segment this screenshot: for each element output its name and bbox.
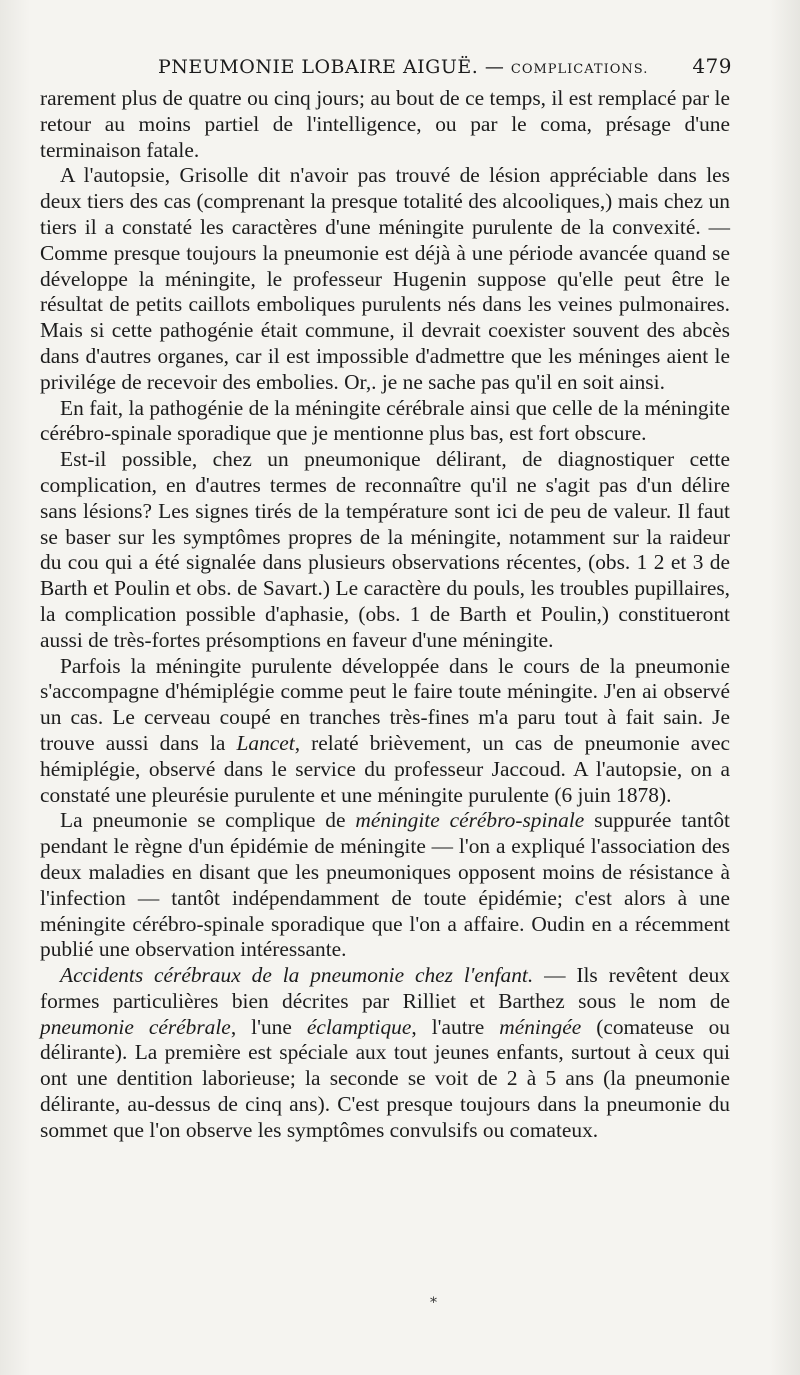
paragraph-7-text-d: (comateuse ou délirante). La première est spéciale aux tout jeunes enfants, surtout à ceux qui ont une dentition laborieuse; la seconde se voit de 2 à 5 ans (la pneumonie délirante, au-dessus de cinq ans). C'est presque toujours dans la pneumonie du sommet que l'on observe les symptômes convulsifs ou comateux.: [40, 1014, 731, 1142]
paragraph-6-text-a: La pneumonie se complique de: [60, 808, 356, 833]
chapter-title: PNEUMONIE LOBAIRE AIGUË. —: [158, 56, 511, 78]
paragraph-7: [40, 963, 730, 1144]
paragraph-4: Est-il possible, chez un pneumonique délirant, de diagnostiquer cette complication, en d'autres termes de reconnaître qu'il ne s'agit pas d'un délire sans lésions? Les signes tirés de la température sont ici de peu de valeur. Il faut se baser sur les symptômes propres de la méningite, notamment sur la raideur du cou qui a été signalée dans plusieurs observations récentes, (obs. 1 2 et 3 de Barth et Poulin et obs. de Savart.) Le caractère du pouls, les troubles pupillaires, la complication possible d'aphasie, (obs. 1 de Barth et Poulin,) constitueront aussi de très-fortes présomptions en faveur d'une méningite.: [40, 447, 730, 652]
signature-mark: *: [430, 1295, 437, 1311]
paragraph-1: rarement plus de quatre ou cinq jours; au bout de ce temps, il est remplacé par le retour au moins partiel de l'intelligence, ou par le coma, présage d'une terminaison fatale.: [40, 86, 730, 162]
term-eclamptique: éclamptique: [306, 1014, 412, 1039]
paragraph-5-text-b: , relaté brièvement, un cas de pneumonie avec hémiplégie, observé dans le service du professeur Jaccoud. A l'autopsie, on a constaté une pleurésie purulente et une méningite purulente (6 juin 1878).: [40, 730, 730, 807]
running-head-title: [158, 56, 648, 78]
paragraph-2: A l'autopsie, Grisolle dit n'avoir pas trouvé de lésion appréciable dans les deux tiers des cas (comprenant la presque totalité des alcooliques,) mais chez un tiers il a constaté les caractères d'une méningite purulente de la convexité. — Comme presque toujours la pneumonie est déjà à une période avancée quand se développe la méningite, le professeur Hugenin suppose qu'elle peut être le résultat de petits caillots emboliques purulents nés dans les veines pulmonaires. Mais si cette pathogénie était commune, il devrait coexister souvent des abcès dans d'autres organes, car il est impossible d'admettre que les méninges aient le privilége de recevoir des embolies. Or,. je ne sache pas qu'il en soit ainsi.: [40, 163, 730, 394]
paragraph-7-text-c: , l'autre: [411, 1014, 500, 1039]
running-head: [40, 48, 732, 80]
paragraph-6-text-b: suppurée tantôt pendant le règne d'un épidémie de méningite — l'on a expliqué l'association des deux maladies en disant que les pneumoniques opposent moins de résistance à l'infection — tantôt indépendamment de toute épidémie; c'est alors à une méningite cérébro-spinale sporadique que l'on a affaire. Oudin en a récemment publié une observation intéressante.: [40, 808, 730, 962]
paragraph-6: [40, 808, 730, 963]
paragraph-5-text-a: Parfois la méningite purulente développée dans le cours de la pneumonie s'accompagne d'hémiplégie comme peut le faire toute méningite. J'en ai observé un cas. Le cerveau coupé en tranches très-fines m'a paru tout à fait sain. Je trouve aussi dans la: [40, 653, 730, 755]
subsection-heading: Accidents cérébraux de la pneumonie chez l'enfant.: [60, 963, 534, 988]
paragraph-7-text-b: , l'une: [230, 1014, 307, 1039]
paragraph-3: En fait, la pathogénie de la méningite cérébrale ainsi que celle de la méningite cérébro-spinale sporadique que je mentionne plus bas, est fort obscure.: [40, 395, 730, 446]
journal-title-lancet: Lancet: [236, 730, 295, 755]
term-meningite-cerebro-spinale: méningite cérébro-spinale: [355, 808, 585, 833]
section-title: COMPLICATIONS.: [510, 62, 649, 77]
body-text: [40, 86, 730, 1144]
page-number: 479: [692, 54, 732, 78]
paragraph-5: [40, 654, 730, 809]
term-meningee: méningée: [499, 1014, 582, 1039]
term-pneumonie-cerebrale: pneumonie cérébrale: [40, 1014, 231, 1039]
paragraph-7-text-a: — Ils revêtent deux formes particulières bien décrites par Rilliet et Barthez sous le nom de: [40, 963, 730, 1013]
